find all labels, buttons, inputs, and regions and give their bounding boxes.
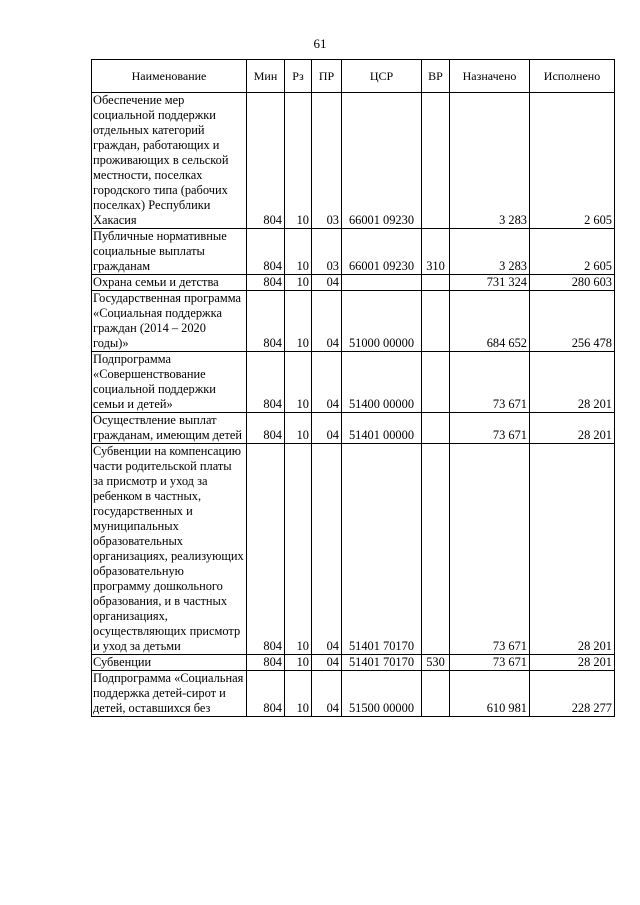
table-row (92, 413, 615, 444)
cell-vr (422, 93, 450, 229)
cell-csr: 51401 70170 (342, 655, 422, 671)
cell-csr (342, 275, 422, 291)
cell-assigned: 73 671 (450, 413, 530, 444)
cell-min: 804 (247, 291, 285, 352)
cell-vr (422, 352, 450, 413)
cell-assigned: 731 324 (450, 275, 530, 291)
budget-table (91, 59, 615, 717)
header-assigned: Назначено (450, 60, 530, 93)
header-pr: ПР (312, 60, 342, 93)
cell-name: Государственная программа «Социальная поддержка граждан (2014 – 2020 годы)» (92, 291, 247, 352)
header-min: Мин (247, 60, 285, 93)
cell-pr: 03 (312, 93, 342, 229)
cell-csr: 51401 70170 (342, 444, 422, 655)
cell-name: Субвенции на компенсацию части родительской платы за присмотр и уход за ребенком в частных, государственных и муниципальных образовательных организациях, реализующих образовательную программу дошкольного образования, и в частных организациях, осуществляющих присмотр и уход за детьми (92, 444, 247, 655)
cell-csr: 66001 09230 (342, 93, 422, 229)
cell-executed: 28 201 (530, 655, 615, 671)
cell-csr: 51400 00000 (342, 352, 422, 413)
cell-assigned: 684 652 (450, 291, 530, 352)
table-row (92, 275, 615, 291)
cell-assigned: 73 671 (450, 444, 530, 655)
table-row (92, 93, 615, 229)
cell-min: 804 (247, 444, 285, 655)
cell-executed: 228 277 (530, 671, 615, 717)
cell-min: 804 (247, 352, 285, 413)
cell-pr: 04 (312, 291, 342, 352)
cell-name: Подпрограмма «Социальная поддержка детей-сирот и детей, оставшихся без (92, 671, 247, 717)
cell-rz: 10 (285, 413, 312, 444)
cell-assigned: 3 283 (450, 229, 530, 275)
cell-assigned: 73 671 (450, 655, 530, 671)
table-row (92, 352, 615, 413)
cell-executed: 28 201 (530, 352, 615, 413)
cell-min: 804 (247, 93, 285, 229)
cell-csr: 51401 00000 (342, 413, 422, 444)
cell-pr: 04 (312, 413, 342, 444)
cell-vr: 530 (422, 655, 450, 671)
cell-vr (422, 671, 450, 717)
table-row (92, 671, 615, 717)
cell-csr: 66001 09230 (342, 229, 422, 275)
cell-csr: 51500 00000 (342, 671, 422, 717)
cell-min: 804 (247, 229, 285, 275)
header-executed: Исполнено (530, 60, 615, 93)
cell-vr (422, 275, 450, 291)
cell-vr (422, 444, 450, 655)
cell-pr: 04 (312, 655, 342, 671)
cell-pr: 04 (312, 671, 342, 717)
cell-vr (422, 291, 450, 352)
cell-rz: 10 (285, 655, 312, 671)
cell-executed: 2 605 (530, 93, 615, 229)
cell-rz: 10 (285, 671, 312, 717)
cell-name: Подпрограмма «Совершенствование социальной поддержки семьи и детей» (92, 352, 247, 413)
cell-rz: 10 (285, 444, 312, 655)
cell-executed: 280 603 (530, 275, 615, 291)
cell-rz: 10 (285, 352, 312, 413)
cell-rz: 10 (285, 275, 312, 291)
cell-rz: 10 (285, 229, 312, 275)
cell-executed: 28 201 (530, 444, 615, 655)
cell-rz: 10 (285, 93, 312, 229)
cell-name: Обеспечение мер социальной поддержки отдельных категорий граждан, работающих и проживающих в сельской местности, поселках городского типа (рабочих поселках) Республики Хакасия (92, 93, 247, 229)
cell-pr: 04 (312, 444, 342, 655)
header-vr: ВР (422, 60, 450, 93)
cell-min: 804 (247, 655, 285, 671)
cell-name: Публичные нормативные социальные выплаты гражданам (92, 229, 247, 275)
cell-pr: 03 (312, 229, 342, 275)
page-number: 61 (313, 36, 327, 51)
cell-name: Субвенции (92, 655, 247, 671)
cell-pr: 04 (312, 352, 342, 413)
cell-executed: 2 605 (530, 229, 615, 275)
cell-assigned: 73 671 (450, 352, 530, 413)
cell-csr: 51000 00000 (342, 291, 422, 352)
cell-rz: 10 (285, 291, 312, 352)
header-name: Наименование (92, 60, 247, 93)
cell-assigned: 3 283 (450, 93, 530, 229)
table-row (92, 655, 615, 671)
table-row (92, 291, 615, 352)
cell-vr: 310 (422, 229, 450, 275)
cell-min: 804 (247, 275, 285, 291)
header-rz: Рз (285, 60, 312, 93)
cell-min: 804 (247, 671, 285, 717)
table-header-row (92, 60, 615, 93)
cell-assigned: 610 981 (450, 671, 530, 717)
table-row (92, 444, 615, 655)
cell-min: 804 (247, 413, 285, 444)
cell-executed: 256 478 (530, 291, 615, 352)
cell-name: Охрана семьи и детства (92, 275, 247, 291)
cell-executed: 28 201 (530, 413, 615, 444)
header-csr: ЦСР (342, 60, 422, 93)
table-row (92, 229, 615, 275)
cell-pr: 04 (312, 275, 342, 291)
cell-vr (422, 413, 450, 444)
cell-name: Осуществление выплат гражданам, имеющим детей (92, 413, 247, 444)
